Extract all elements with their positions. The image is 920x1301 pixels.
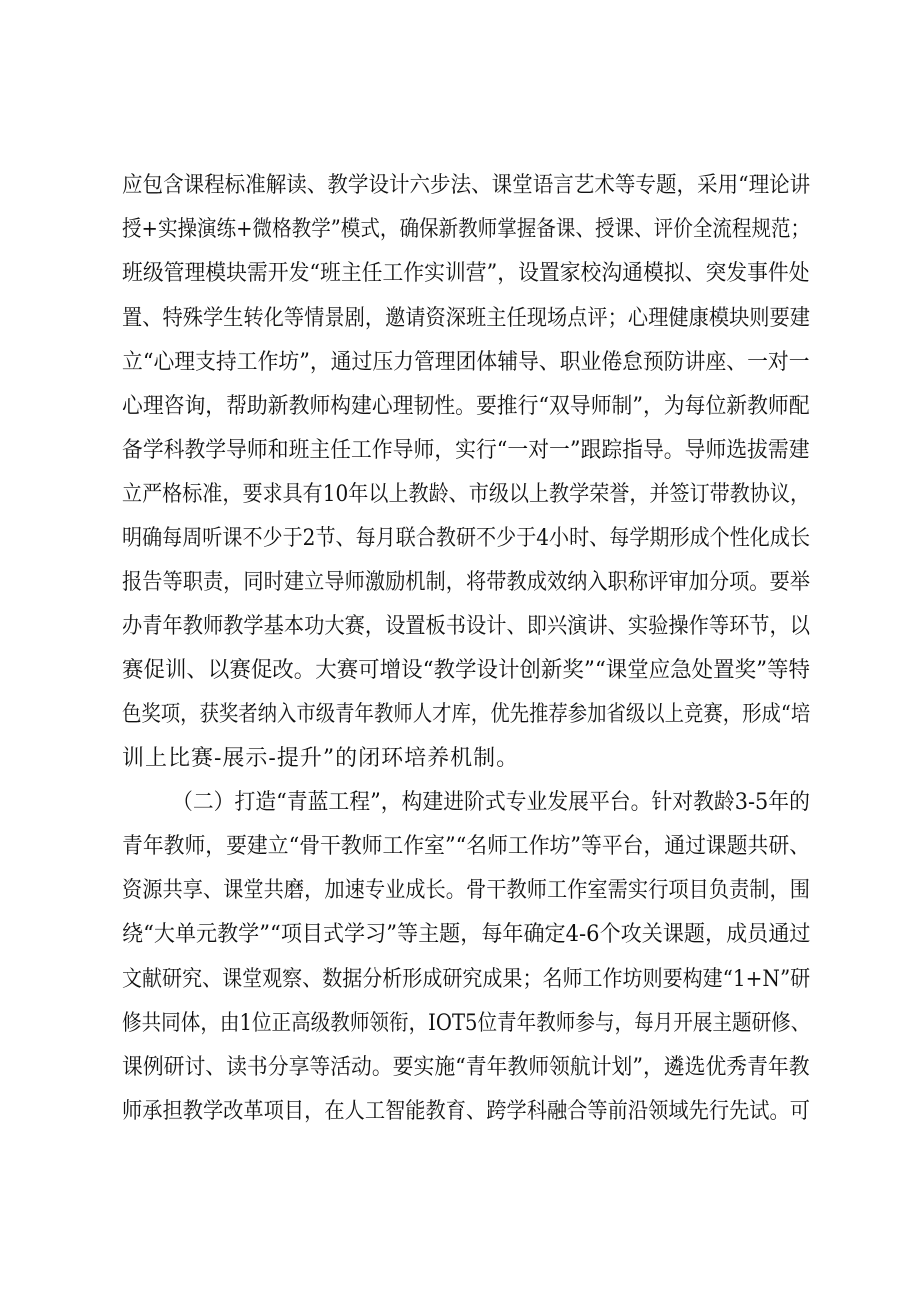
body-line-9: 明确每周听课不少于2节、每月联合教研不少于4小时、每学期形成个性化成长 [122,526,811,551]
body-line-2: 授+实操演练+微格教学”模式，确保新教师掌握备课、授课、评价全流程规范； [122,217,811,242]
body-line-14: 训上比赛-展示-提升”的闭环培养机制。 [122,746,520,771]
body-line-19: 文献研究、课堂观察、数据分析形成研究成果；名师工作坊则要构建“1+N”研 [122,967,811,992]
body-line-16: 青年教师，要建立“骨干教师工作室”“名师工作坊”等平台，通过课题共研、 [122,834,811,859]
body-line-18: 绕“大单元教学”“项目式学习”等主题，每年确定4-6个攻关课题，成员通过 [122,922,811,947]
body-line-21: 课例研讨、读书分享等活动。要实施“青年教师领航计划”，遴选优秀青年教 [122,1055,810,1080]
body-line-3: 班级管理模块需开发“班主任工作实训营”，设置家校沟通模拟、突发事件处 [122,261,810,286]
body-line-6: 心理咨询，帮助新教师构建心理韧性。要推行“双导师制”，为每位新教师配 [122,394,810,419]
section-heading-line: （二）打造“青蓝工程”，构建进阶式专业发展平台。针对教龄3-5年的 [172,790,810,815]
body-line-20: 修共同体，由1位正高级教师领衔，IOT5位青年教师参与，每月开展主题研修、 [122,1011,811,1036]
body-line-7: 备学科教学导师和班主任工作导师，实行“一对一”跟踪指导。导师选拔需建 [122,438,810,463]
body-line-4: 置、特殊学生转化等情景剧，邀请资深班主任现场点评；心理健康模块则要建 [122,306,811,331]
body-line-1: 应包含课程标准解读、教学设计六步法、课堂语言艺术等专题，采用“理论讲 [122,173,811,198]
body-line-22: 师承担教学改革项目，在人工智能教育、跨学科融合等前沿领域先行先试。可 [122,1099,811,1124]
body-line-8: 立严格标准，要求具有10年以上教龄、市级以上教学荣誉，并签订带教协议， [122,482,811,507]
body-line-11: 办青年教师教学基本功大赛，设置板书设计、即兴演讲、实验操作等环节，以 [122,614,811,639]
body-line-5: 立“心理支持工作坊”，通过压力管理团体辅导、职业倦怠预防讲座、一对一 [122,350,810,375]
body-line-13: 色奖项，获奖者纳入市级青年教师人才库，优先推荐参加省级以上竞赛，形成“培 [122,702,811,727]
body-line-12: 赛促训、以赛促改。大赛可增设“教学设计创新奖”“课堂应急处置奖”等特 [122,658,811,683]
body-line-17: 资源共享、课堂共磨，加速专业成长。骨干教师工作室需实行项目负责制，围 [122,878,811,903]
body-line-10: 报告等职责，同时建立导师激励机制，将带教成效纳入职称评审加分项。要举 [122,570,811,595]
